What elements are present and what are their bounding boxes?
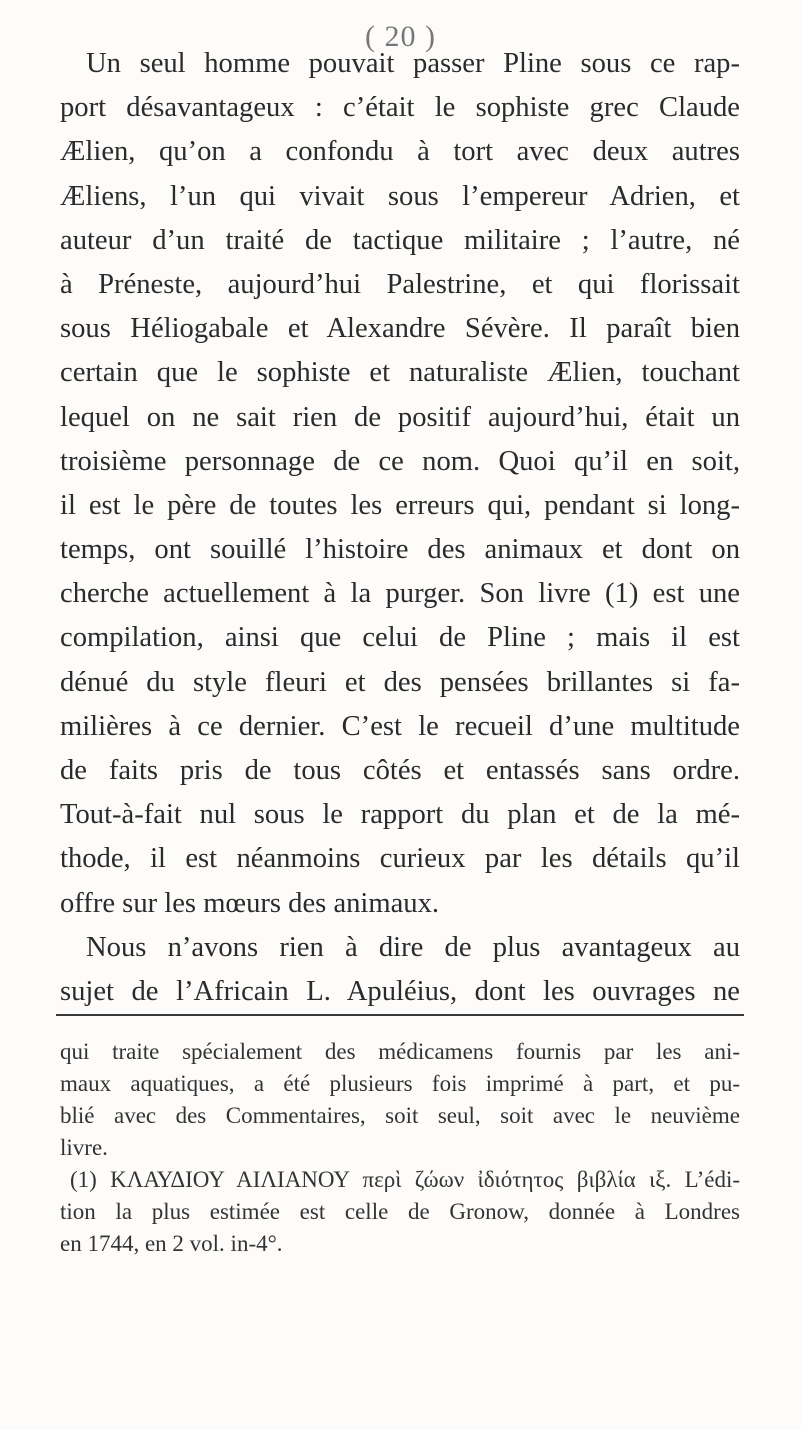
footnote-divider xyxy=(56,1014,744,1016)
body-line: certain que le sophiste et naturaliste Ælien, touchant xyxy=(60,357,740,389)
body-line: Ælien, qu’on a confondu à tort avec deux autres xyxy=(60,136,740,168)
body-line: lequel on ne sait rien de positif aujourd’hui, était un xyxy=(60,401,740,433)
body-line: troisième personnage de ce nom. Quoi qu’il en soit, xyxy=(60,445,740,477)
body-line: thode, il est néanmoins curieux par les détails qu’il xyxy=(60,843,740,875)
body-line: Un seul homme pouvait passer Pline sous ce rap- xyxy=(86,48,740,79)
footnote-line: blié avec des Commentaires, soit seul, soit avec le neuvième xyxy=(60,1103,740,1128)
body-line: sous Héliogabale et Alexandre Sévère. Il paraît bien xyxy=(60,313,740,345)
page-number: ( 20 ) xyxy=(365,20,436,53)
body-line: compilation, ainsi que celui de Pline ; mais il est xyxy=(60,622,740,654)
footnote-line: qui traite spécialement des médicamens fournis par les ani- xyxy=(60,1039,740,1064)
body-line: de faits pris de tous côtés et entassés sans ordre. xyxy=(60,755,740,786)
body-line: milières à ce dernier. C’est le recueil d’une multitude xyxy=(60,710,740,742)
footnote-line: en 1744, en 2 vol. in-4°. xyxy=(60,1231,283,1256)
body-line: Nous n’avons rien à dire de plus avantageux au xyxy=(86,931,740,963)
body-line: à Préneste, aujourd’hui Palestrine, et qui florissait xyxy=(60,268,740,300)
body-line: Æliens, l’un qui vivait sous l’empereur Adrien, et xyxy=(60,180,740,212)
footnotes xyxy=(60,1036,740,1260)
body-line: port désavantageux : c’était le sophiste grec Claude xyxy=(60,92,740,124)
body-line: auteur d’un traité de tactique militaire ; l’autre, né xyxy=(60,224,740,256)
footnote-line: tion la plus estimée est celle de Gronow, donnée à Londres xyxy=(60,1199,740,1224)
body-line: dénué du style fleuri et des pensées brillantes si fa- xyxy=(60,666,740,698)
body-line: temps, ont souillé l’histoire des animaux et dont on xyxy=(60,534,740,566)
body-line: il est le père de toutes les erreurs qui, pendant si long- xyxy=(60,489,740,521)
footnote-line: livre. xyxy=(60,1135,108,1160)
body-text xyxy=(60,42,740,1014)
footnote-line: maux aquatiques, a été plusieurs fois imprimé à part, et pu- xyxy=(60,1071,740,1096)
body-line: offre sur les mœurs des animaux. xyxy=(60,887,440,919)
body-line: sujet de l’Africain L. Apuléius, dont les ouvrages ne xyxy=(60,975,740,1007)
footnote-line: (1) ΚΛΑΥΔΙΟΥ ΑΙΛΙΑΝΟΥ περὶ ζώων ἰδιότητος βιβλία ιξ. L’édi- xyxy=(70,1167,740,1192)
body-line: cherche actuellement à la purger. Son livre (1) est une xyxy=(60,578,740,610)
body-line: Tout-à-fait nul sous le rapport du plan et de la mé- xyxy=(60,799,740,831)
